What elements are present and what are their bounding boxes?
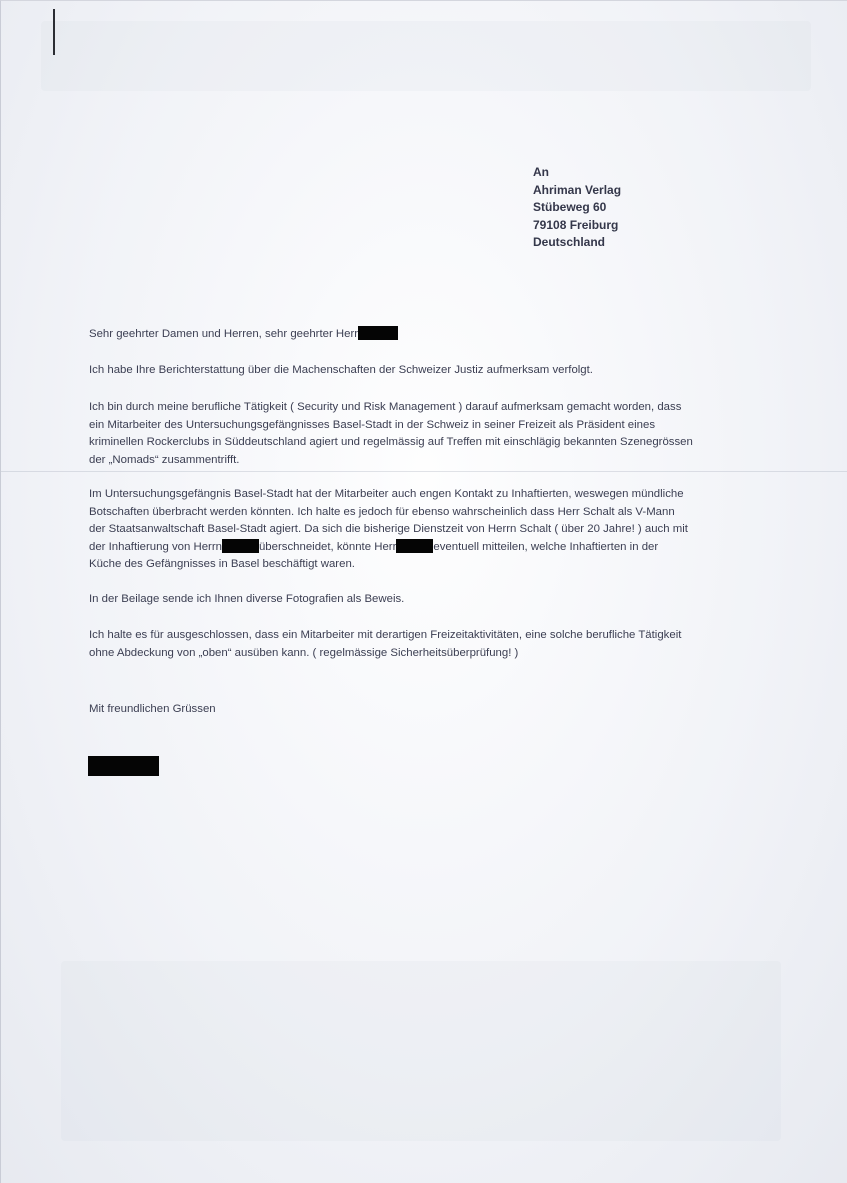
pen-mark [53,9,55,55]
redaction-box [358,326,398,340]
paragraph-line: kriminellen Rockerclubs in Süddeutschland agiert und regelmässig auf Treffen mit einschlägig bekannten Szenegrössen [89,436,693,449]
line-segment: der Inhaftierung von Herrn [89,540,222,553]
salutation [89,326,774,344]
recipient-line: Stübeweg 60 [533,200,607,214]
recipient-line: Deutschland [533,235,606,249]
paragraph-line: Im Untersuchungsgefängnis Basel-Stadt hat der Mitarbeiter auch engen Kontakt zu Inhaftierten, weswegen mündliche [89,488,684,500]
paragraph-line: Ich halte es für ausgeschlossen, dass ein Mitarbeiter mit derartigen Freizeitaktivitäten, eine solche berufliche Tätigkeit [89,629,682,641]
paragraph-line [89,539,774,557]
paragraph-5 [89,627,774,662]
paragraph-1: Ich habe Ihre Berichterstattung über die Machenschaften der Schweizer Justiz aufmerksam verfolgt. [89,364,593,376]
paragraph-line: Ich bin durch meine berufliche Tätigkeit ( Security und Risk Management ) darauf aufmerksam gemacht worden, dass [89,401,682,413]
paper-fold-line [1,471,847,472]
paragraph-line: der Staatsanwaltschaft Basel-Stadt agiert. Da sich die bisherige Dienstzeit von Herrn Schalt ( über 20 Jahre! ) auch mit [89,523,688,536]
salutation-text: Sehr geehrter Damen und Herren, sehr geehrter Herr [89,328,359,340]
recipient-line: Ahriman Verlag [533,182,622,197]
show-through-shadow [61,961,781,1141]
redaction-box [222,539,259,553]
paragraph-4: In der Beilage sende ich Ihnen diverse Fotografien als Beweis. [89,593,405,605]
paragraph-3 [89,486,774,574]
paragraph-line: der „Nomads“ zusammentrifft. [89,453,240,466]
signature-redaction [88,756,159,776]
recipient-line: An [533,165,549,179]
paragraph-line: ohne Abdeckung von „oben“ ausüben kann. ( regelmässige Sicherheitsüberprüfung! ) [89,646,519,659]
show-through-shadow [41,21,811,91]
closing: Mit freundlichen Grüssen [89,703,216,715]
recipient-line: 79108 Freiburg [533,217,619,232]
paragraph-2 [89,399,774,469]
paragraph-line: Botschaften überbracht werden könnten. Ich halte es jedoch für ebenso wahrscheinlich dass Herr Schalt als V-Mann [89,505,675,518]
paragraph-line: ein Mitarbeiter des Untersuchungsgefängnisses Basel-Stadt in der Schweiz in seiner Freizeit als Präsident eines [89,418,656,431]
paragraph-line: Küche des Gefängnisses in Basel beschäftigt waren. [89,558,355,571]
line-segment: eventuell mitteilen, welche Inhaftierten in der [433,540,659,553]
line-segment: überschneidet, könnte Herr [258,540,397,553]
recipient-address [533,164,621,252]
redaction-box [396,539,433,553]
